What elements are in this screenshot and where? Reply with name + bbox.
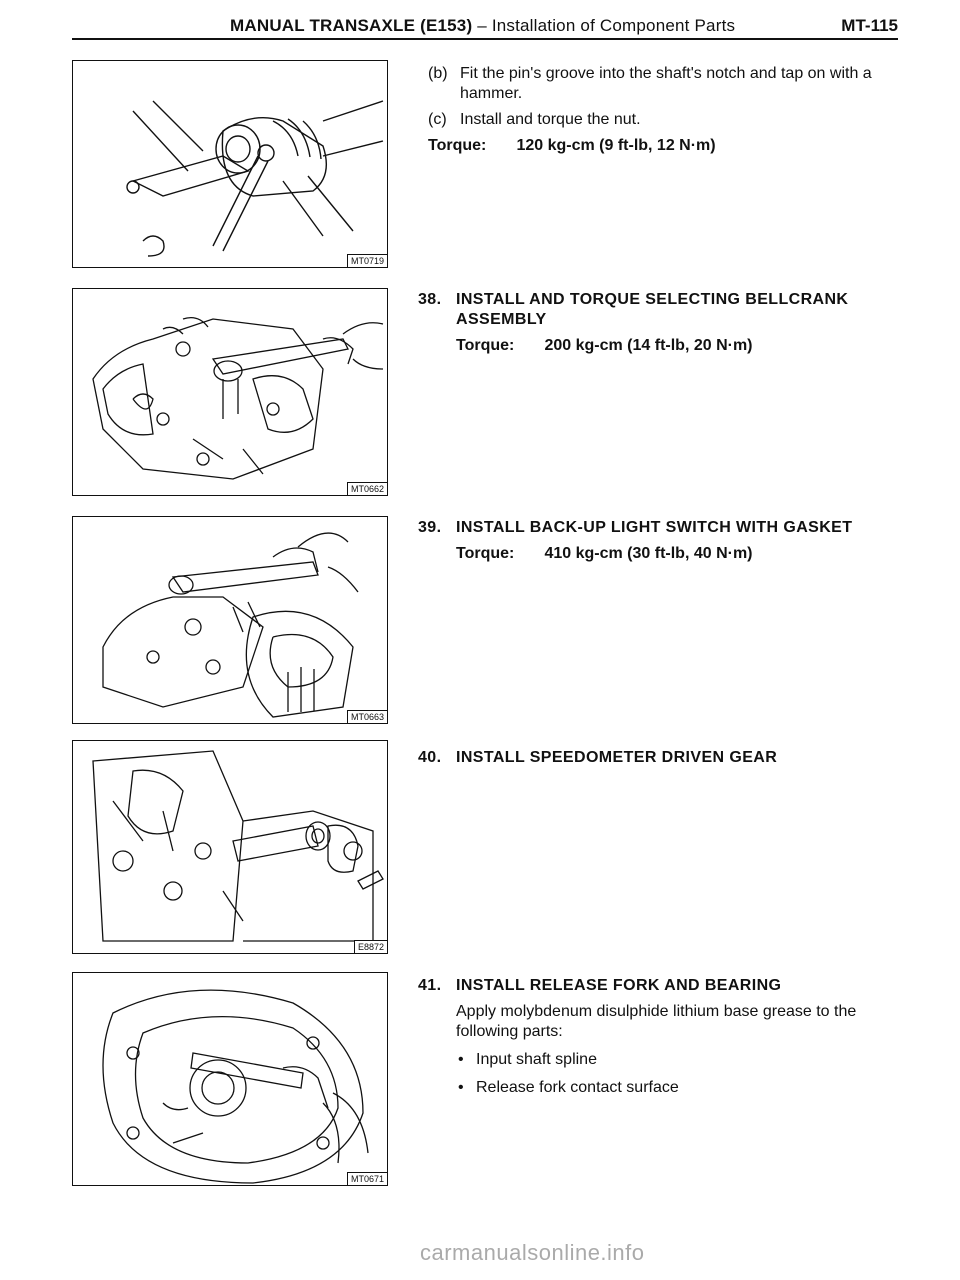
torque-value: 410 kg-cm (30 ft-lb, 40 N·m) <box>544 545 753 562</box>
torque-label: Torque: <box>456 545 515 562</box>
torque-value: 120 kg-cm (9 ft-lb, 12 N·m) <box>516 137 716 154</box>
substep-c <box>418 110 920 130</box>
step-heading <box>418 290 920 330</box>
page-number: MT-115 <box>841 16 898 35</box>
figure-code: MT0671 <box>347 1172 388 1186</box>
step-number: 40. <box>418 749 442 766</box>
bullet-dot: • <box>458 1051 464 1068</box>
clutch-fork-illustration <box>73 61 388 268</box>
torque-spec <box>418 544 920 564</box>
figure-code: MT0662 <box>347 482 388 496</box>
torque-label: Torque: <box>456 337 515 354</box>
substep-b-label: (b) <box>428 65 448 82</box>
figure-code: MT0663 <box>347 710 388 724</box>
watermark: carmanualsonline.info <box>420 1240 645 1265</box>
section-top <box>418 64 920 156</box>
release-fork-illustration <box>73 973 388 1186</box>
backup-light-switch-illustration <box>73 517 388 724</box>
substep-b-text: Fit the pin's groove into the shaft's notch and tap on with a hammer. <box>460 65 872 102</box>
figure-mt0663 <box>72 516 388 724</box>
bellcrank-illustration <box>73 289 388 496</box>
substep-c-text: Install and torque the nut. <box>460 111 641 128</box>
page-header <box>72 14 898 38</box>
list-item <box>418 1078 920 1098</box>
torque-value: 200 kg-cm (14 ft-lb, 20 N·m) <box>544 337 753 354</box>
torque-spec <box>418 336 920 356</box>
header-rule <box>72 38 898 40</box>
step-number: 41. <box>418 977 442 994</box>
step-number: 38. <box>418 291 442 308</box>
step-title: INSTALL BACK-UP LIGHT SWITCH WITH GASKET <box>456 519 853 536</box>
title-bold: MANUAL TRANSAXLE (E153) <box>230 16 473 35</box>
step-title: INSTALL RELEASE FORK AND BEARING <box>456 977 782 994</box>
figure-code: E8872 <box>354 940 388 954</box>
list-item-text: Input shaft spline <box>476 1051 597 1068</box>
list-item <box>418 1050 920 1070</box>
step-title: INSTALL AND TORQUE SELECTING BELLCRANK ASSEMBLY <box>456 291 849 328</box>
step-41 <box>418 976 920 1098</box>
substep-b <box>418 64 920 104</box>
figure-code: MT0719 <box>347 254 388 268</box>
page-title <box>230 16 735 36</box>
step-heading <box>418 976 920 996</box>
step-heading <box>418 748 920 768</box>
step-number: 39. <box>418 519 442 536</box>
figure-mt0719 <box>72 60 388 268</box>
bullet-dot: • <box>458 1079 464 1096</box>
step-title: INSTALL SPEEDOMETER DRIVEN GEAR <box>456 749 778 766</box>
step-38 <box>418 290 920 356</box>
substep-c-label: (c) <box>428 111 447 128</box>
speedometer-driven-gear-illustration <box>73 741 388 954</box>
list-item-text: Release fork contact surface <box>476 1079 679 1096</box>
figure-mt0662 <box>72 288 388 496</box>
figure-e8872 <box>72 740 388 954</box>
step-body: Apply molybdenum disulphide lithium base grease to the following parts: <box>456 1003 857 1040</box>
step-39 <box>418 518 920 564</box>
torque-spec <box>418 136 920 156</box>
step-heading <box>418 518 920 538</box>
title-rest: – Installation of Component Parts <box>472 16 736 35</box>
step-40 <box>418 748 920 768</box>
figure-mt0671 <box>72 972 388 1186</box>
torque-label: Torque: <box>428 137 487 154</box>
